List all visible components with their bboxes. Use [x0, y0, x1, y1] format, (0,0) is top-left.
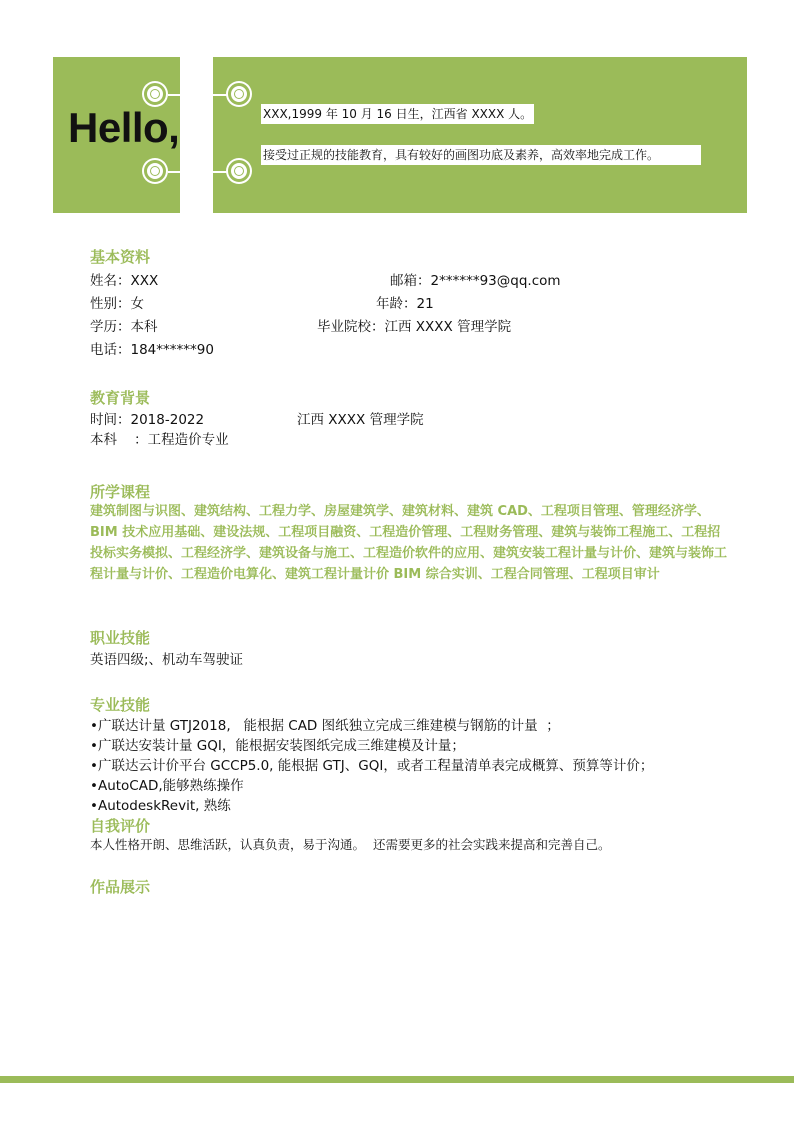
- greeting-heading: Hello,: [68, 104, 180, 151]
- self-eval-text: 本人性格开朗、思维活跃，认真负责，易于沟通。 还需要更多的社会实践来提高和完善自己。: [90, 837, 611, 852]
- section-title-career-skills: 职业技能: [90, 629, 151, 647]
- email-field: 邮箱：2******93@qq.com: [390, 273, 561, 289]
- section-title-education: 教育背景: [90, 389, 151, 407]
- footer-bar: [0, 1076, 794, 1083]
- intro-banner: [213, 57, 747, 213]
- phone-field: 电话：184******90: [90, 342, 214, 358]
- gender-field: 性别：女: [90, 296, 144, 312]
- name-field: 姓名：XXX: [90, 273, 159, 289]
- section-title-basic-info: 基本资料: [90, 248, 151, 266]
- circle-dot-icon: [144, 160, 166, 182]
- connector-line: [168, 94, 228, 96]
- skill-item: •AutoCAD,能够熟练操作: [90, 778, 244, 794]
- education-field: 学历：本科: [90, 319, 158, 335]
- education-major: 本科 ：工程造价专业: [90, 432, 229, 448]
- skill-item: •广联达云计价平台 GCCP5.0, 能根据 GTJ、GQI，或者工程量清单表完成概算、预算等计价；: [90, 758, 654, 774]
- school-field: 毕业院校：江西 XXXX 管理学院: [317, 319, 512, 335]
- section-title-works: 作品展示: [90, 878, 151, 896]
- education-time: 时间：2018-2022: [90, 412, 205, 428]
- age-field: 年龄：21: [376, 296, 434, 312]
- education-school: 江西 XXXX 管理学院: [297, 412, 424, 428]
- skill-item: •广联达计量 GTJ2018, 能根据 CAD 图纸独立完成三维建模与钢筋的计量 ；: [90, 718, 560, 734]
- connector-line: [168, 171, 228, 173]
- career-skills-text: 英语四级;、机动车驾驶证: [90, 652, 244, 668]
- circle-dot-icon: [144, 83, 166, 105]
- section-title-professional-skills: 专业技能: [90, 696, 151, 714]
- circle-dot-icon: [228, 160, 250, 182]
- skill-item: •广联达安装计量 GQI，能根据安装图纸完成三维建模及计量；: [90, 738, 465, 754]
- intro-birth-line: XXX,1999 年 10 月 16 日生，江西省 XXXX 人。: [261, 104, 534, 124]
- course-list: 建筑制图与识图、建筑结构、工程力学、房屋建筑学、建筑材料、建筑 CAD、工程项目管理、管理经济学、BIM 技术应用基础、建设法规、工程项目融资、工程造价管理、工程财务管理、建筑与装饰工程施工、工程招投标实务模拟、工程经济学、建筑设备与施工、工程造价软件的应用、建筑安装工程计量与计价、建筑与装饰工程计量与计价、工程造价电算化、建筑工程计量计价 BIM 综合实训、工程合同管理、工程项目审计: [90, 504, 728, 582]
- section-title-courses: 所学课程: [90, 483, 151, 501]
- skill-item: •AutodeskRevit, 熟练: [90, 798, 231, 814]
- section-title-self-eval: 自我评价: [90, 817, 151, 835]
- circle-dot-icon: [228, 83, 250, 105]
- intro-skill-line: 接受过正规的技能教育，具有较好的画图功底及素养，高效率地完成工作。: [261, 145, 701, 165]
